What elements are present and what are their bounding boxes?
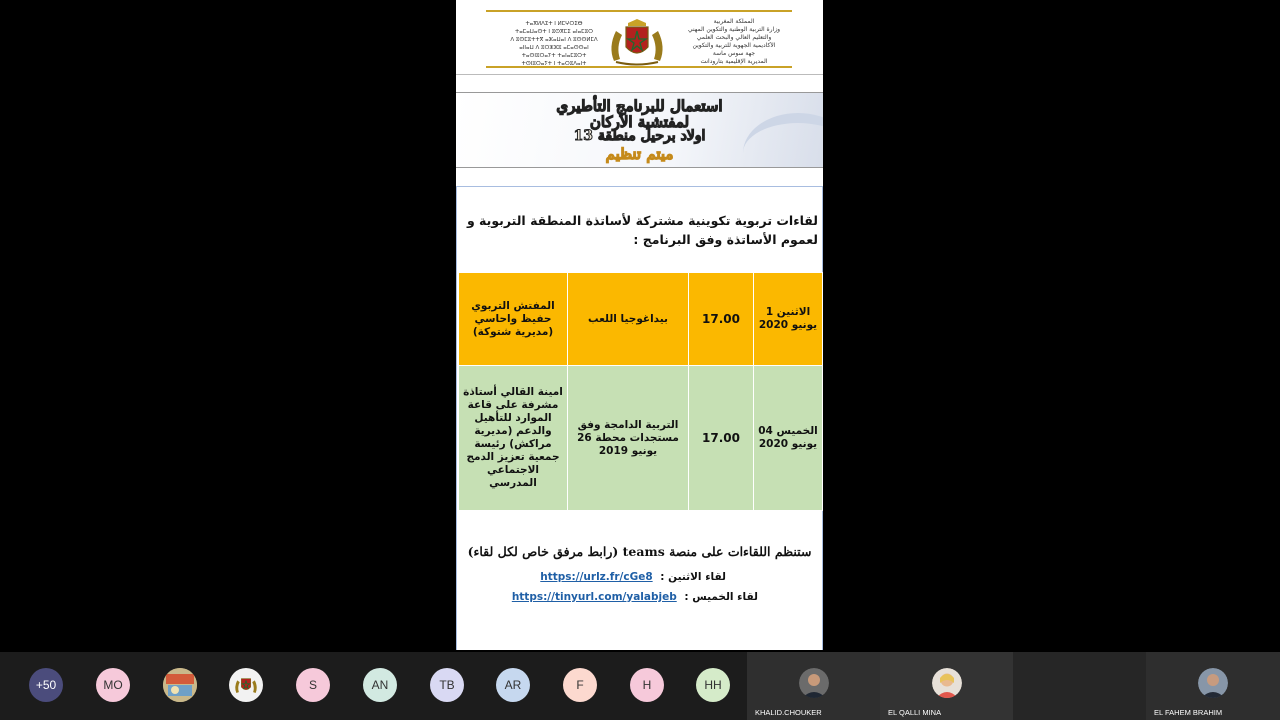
- letterhead-arabic-text: المملكة المغربية وزارة التربية الوطنية والتكوين المهني والتعليم العالي والبحث العلمي الأكاديمية الجهوية للتربية والتكوين جهة سوس ماسة المديرية الإقليمية بتارودانت: [687, 18, 781, 65]
- banner-title-line: استعمال للبرنامج التأطيري: [556, 97, 723, 115]
- user-photo-icon: [1198, 668, 1228, 698]
- video-tile[interactable]: [747, 652, 880, 720]
- video-tile[interactable]: [1013, 652, 1146, 720]
- monday-link-row: [540, 571, 726, 583]
- thursday-meeting-link[interactable]: https://tinyurl.com/yalabjeb: [511, 591, 677, 603]
- meeting-date: الاثنين 1 يونيو 2020: [754, 273, 823, 366]
- thursday-link-label: لقاء الخميس :: [684, 591, 758, 603]
- program-title-banner: [456, 92, 823, 168]
- meeting-time: 17.00: [689, 366, 754, 511]
- document-letterhead: [456, 0, 823, 75]
- participant-avatar[interactable]: [163, 668, 197, 702]
- meeting-presenter: امينة القالي أستاذة مشرفة على قاعة الموارد للتأهيل والدعم (مديرية مراكش) رئيسة جمعية تعزيز الدمج الاجتماعي المدرسي: [459, 366, 568, 511]
- meeting-time: 17.00: [689, 273, 754, 366]
- user-photo-icon: [932, 668, 962, 698]
- meeting-date: الخميس 04 يونيو 2020: [754, 366, 823, 511]
- shared-document: [456, 0, 823, 650]
- meetings-table: [458, 272, 823, 511]
- monday-link-label: لقاء الاثنين :: [660, 571, 726, 583]
- participant-avatar[interactable]: F: [563, 668, 597, 702]
- letterhead-gold-line: [486, 10, 792, 12]
- meeting-topic: التربية الدامجة وفق مستجدات محطة 26 يونيو 2019: [568, 366, 689, 511]
- participant-avatar[interactable]: +50: [29, 668, 63, 702]
- participant-name: EL FAHEM BRAHIM: [1154, 708, 1223, 717]
- participant-avatar[interactable]: H: [630, 668, 664, 702]
- moroccan-emblem-icon: [606, 17, 668, 67]
- document-body: [456, 186, 823, 650]
- video-tile[interactable]: [880, 652, 1013, 720]
- participant-name: KHALID.CHOUKER: [755, 708, 822, 717]
- participant-name: EL QALLI MINA: [888, 708, 942, 717]
- participant-avatar[interactable]: MO: [96, 668, 130, 702]
- participant-avatar[interactable]: S: [296, 668, 330, 702]
- banner-title-line: اولاد برحيل منطقة 13: [573, 128, 706, 144]
- table-row: [459, 273, 823, 366]
- thursday-link-row: [512, 591, 758, 603]
- meeting-presenter: المفتش التربوي حفيظ واحاسي (مديرية شتوكة): [459, 273, 568, 366]
- table-row: [459, 366, 823, 511]
- letterhead-tifinagh-text: ⵜⴰⴳⵍⴷⵉⵜ ⵏ ⵍⵎⵖⵔⵉⴱ ⵜⴰⵎⴰⵡⴰⵙⵜ ⵏ ⵓⵙⴳⵎⵉ ⴰⵏⴰⵎⵓⵔ ⴷ ⵓⵙⵎⵓⵜⵜⴳ ⴰⵣⴰⵡⴰⵏ ⴷ ⵓⵙⵙⵍⵎⴷ ⴰⵏⵏⴰⵡ ⴷ ⵓⵔⵣⵣⵓ ⴰⵎⴰⵙⵙⴰⵏ ⵜⴰⵙⵏⵓⵔⴰⵢⵜ ⵜⴰⵏⴰⵎⵓⵔⵜ ⵜⵙⵏⵓⵔⴰⵢⵜ ⵏ ⵜⴰⵔⵓⴷⴰⵏⵜ: [510, 21, 598, 67]
- banner-subtitle: ميتم تنظيم: [605, 145, 674, 163]
- monday-meeting-link[interactable]: https://urlz.fr/cGe8: [540, 571, 653, 583]
- participant-avatar[interactable]: [229, 668, 263, 702]
- photo-icon: [163, 668, 197, 702]
- teams-notice: ستنظم اللقاءات على منصة teams (رابط مرفق خاص لكل لقاء): [467, 544, 812, 559]
- participant-avatar[interactable]: TB: [430, 668, 464, 702]
- participant-avatar[interactable]: AN: [363, 668, 397, 702]
- participant-avatar[interactable]: HH: [696, 668, 730, 702]
- meeting-topic: بيداغوجيا اللعب: [568, 273, 689, 366]
- user-photo-icon: [799, 668, 829, 698]
- banner-title-line: لمفتشية الأركان: [589, 113, 690, 131]
- emblem-icon: [233, 673, 259, 697]
- participant-avatar[interactable]: AR: [496, 668, 530, 702]
- video-tile[interactable]: [1146, 652, 1280, 720]
- participants-bar: [0, 652, 1280, 720]
- intro-text: لقاءات تربوية تكوينية مشتركة لأساتذة المنطقة التربوية و لعموم الأساتذة وفق البرنامج :: [466, 213, 818, 247]
